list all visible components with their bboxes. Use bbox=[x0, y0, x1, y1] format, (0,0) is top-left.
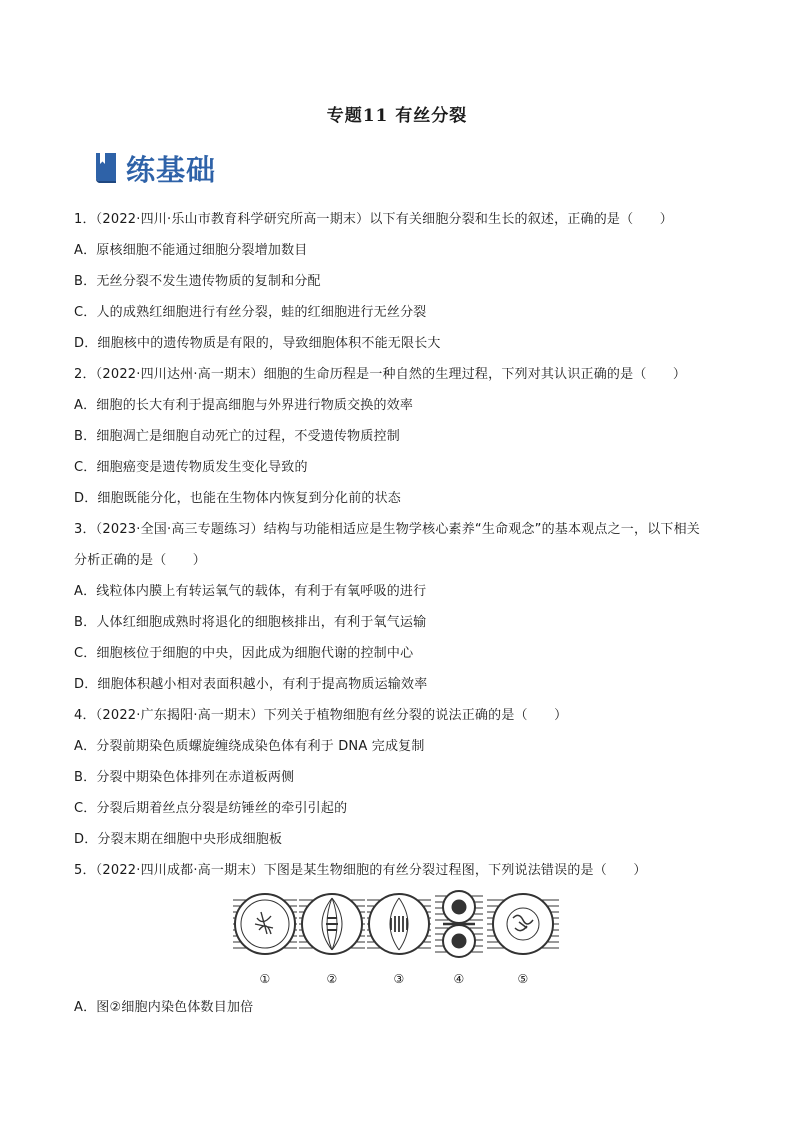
option-a: A．线粒体内膜上有转运氧气的载体，有利于有氧呼吸的进行 bbox=[74, 584, 427, 599]
option-a: A．图②细胞内染色体数目加倍 bbox=[74, 1000, 254, 1015]
cell-4 bbox=[435, 891, 483, 957]
option-d: D．分裂末期在细胞中央形成细胞板 bbox=[74, 832, 283, 847]
option-d: D．细胞既能分化，也能在生物体内恢复到分化前的状态 bbox=[74, 491, 402, 506]
option-d: D．细胞核中的遗传物质是有限的，导致细胞体积不能无限长大 bbox=[74, 336, 441, 351]
figure-label-1: ① bbox=[259, 972, 271, 986]
option-b: B．人体红细胞成熟时将退化的细胞核排出，有利于氧气运输 bbox=[74, 615, 427, 630]
question-2 bbox=[74, 359, 734, 514]
option-c: C．细胞核位于细胞的中央，因此成为细胞代谢的控制中心 bbox=[74, 646, 414, 661]
question-1 bbox=[74, 204, 734, 359]
cell-2 bbox=[299, 894, 365, 954]
option-b: B．无丝分裂不发生遗传物质的复制和分配 bbox=[74, 274, 321, 289]
section-label: 练基础 bbox=[126, 152, 217, 187]
cell-5 bbox=[487, 894, 559, 954]
option-a: A．原核细胞不能通过细胞分裂增加数目 bbox=[74, 243, 308, 258]
option-c: C．分裂后期着丝点分裂是纺锤丝的牵引引起的 bbox=[74, 801, 348, 816]
cell-1 bbox=[233, 894, 297, 954]
question-stem-continued: 分析正确的是（ ） bbox=[74, 553, 207, 568]
book-icon bbox=[92, 151, 120, 185]
option-b: B．分裂中期染色体排列在赤道板两侧 bbox=[74, 770, 295, 785]
figure-label-4: ④ bbox=[453, 972, 465, 986]
option-c: C．细胞癌变是遗传物质发生变化导致的 bbox=[74, 460, 308, 475]
question-stem: 2．（2022·四川达州·高一期末）细胞的生命历程是一种自然的生理过程，下列对其认识正确的是（ ） bbox=[74, 367, 687, 382]
mitosis-diagram bbox=[231, 890, 561, 964]
question-3 bbox=[74, 514, 734, 700]
section-header bbox=[92, 148, 216, 188]
figure-labels bbox=[231, 964, 561, 984]
option-d: D．细胞体积越小相对表面积越小，有利于提高物质运输效率 bbox=[74, 677, 428, 692]
option-a: A．细胞的长大有利于提高细胞与外界进行物质交换的效率 bbox=[74, 398, 414, 413]
question-list bbox=[74, 204, 734, 1023]
question-stem: 3．（2023·全国·高三专题练习）结构与功能相适应是生物学核心素养“生命观念”的基本观点之一，以下相关 bbox=[74, 522, 700, 537]
question-4 bbox=[74, 700, 734, 855]
question-stem: 5．（2022·四川成都·高一期末）下图是某生物细胞的有丝分裂过程图，下列说法错误的是（ ） bbox=[74, 863, 647, 878]
question-stem: 4．（2022·广东揭阳·高一期末）下列关于植物细胞有丝分裂的说法正确的是（ ） bbox=[74, 708, 568, 723]
page-title: 专题11 有丝分裂 bbox=[326, 106, 468, 126]
question-5 bbox=[74, 855, 734, 1023]
cell-3 bbox=[367, 894, 431, 954]
figure-label-3: ③ bbox=[393, 972, 405, 986]
option-a: A．分裂前期染色质螺旋缠绕成染色体有利于 DNA 完成复制 bbox=[74, 739, 425, 754]
figure-label-2: ② bbox=[326, 972, 338, 986]
mitosis-figure bbox=[74, 890, 734, 986]
option-b: B．细胞凋亡是细胞自动死亡的过程，不受遗传物质控制 bbox=[74, 429, 400, 444]
question-stem: 1．（2022·四川·乐山市教育科学研究所高一期末）以下有关细胞分裂和生长的叙述，正确的是（ ） bbox=[74, 212, 673, 227]
option-c: C．人的成熟红细胞进行有丝分裂，蛙的红细胞进行无丝分裂 bbox=[74, 305, 427, 320]
figure-label-5: ⑤ bbox=[517, 972, 529, 986]
